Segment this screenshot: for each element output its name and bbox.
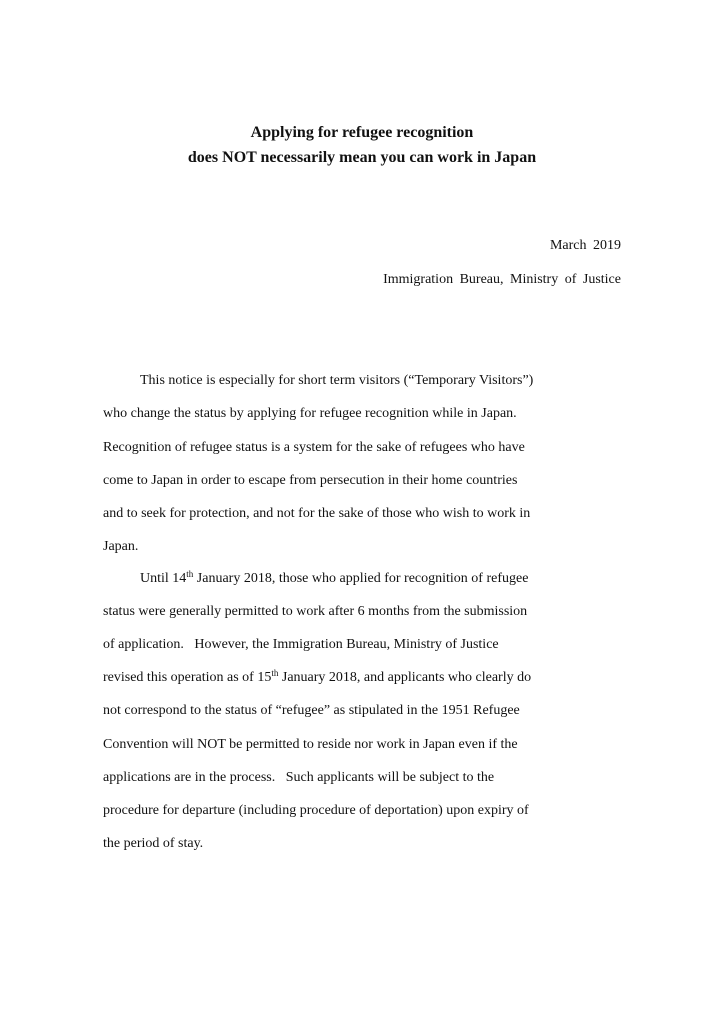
paragraph-1-line: and to seek for protection, and not for the sake of those who wish to work in	[103, 506, 531, 521]
ordinal-suffix: th	[186, 569, 194, 579]
paragraph-2-text: revised this operation as of 15	[103, 670, 272, 685]
paragraph-2-text: Until 14	[140, 571, 187, 586]
paragraph-1-line: come to Japan in order to escape from persecution in their home countries	[103, 473, 518, 488]
title-line-1: Applying for refugee recognition	[250, 124, 474, 141]
paragraph-2-line: the period of stay.	[103, 836, 204, 851]
ordinal-suffix: th	[271, 668, 279, 678]
paragraph-2-line: of application. However, the Immigration Bureau, Ministry of Justice	[103, 637, 499, 652]
paragraph-2-text: January 2018, and applicants who clearly do	[278, 670, 532, 685]
paragraph-2-line: Convention will NOT be permitted to reside nor work in Japan even if the	[103, 737, 518, 752]
paragraph-2-line	[103, 669, 531, 687]
paragraph-2-line: applications are in the process. Such applicants will be subject to the	[103, 770, 495, 785]
paragraph-1-line: Recognition of refugee status is a system for the sake of refugees who have	[103, 440, 525, 455]
paragraph-2-line	[140, 570, 528, 588]
paragraph-1-line: This notice is especially for short term visitors (“Temporary Visitors”)	[140, 373, 534, 388]
paragraph-2-line: status were generally permitted to work after 6 months from the submission	[103, 604, 528, 619]
paragraph-1-line: who change the status by applying for refugee recognition while in Japan.	[103, 406, 517, 421]
paragraph-2-line: procedure for departure (including procedure of deportation) upon expiry of	[103, 803, 529, 818]
notice-date: March 2019	[549, 238, 621, 253]
paragraph-2-line: not correspond to the status of “refugee” as stipulated in the 1951 Refugee	[103, 703, 520, 718]
issuing-authority: Immigration Bureau, Ministry of Justice	[383, 272, 621, 287]
paragraph-2-text: January 2018, those who applied for recognition of refugee	[193, 571, 529, 586]
title-line-2: does NOT necessarily mean you can work in Japan	[187, 149, 537, 166]
paragraph-1-line: Japan.	[103, 539, 139, 554]
